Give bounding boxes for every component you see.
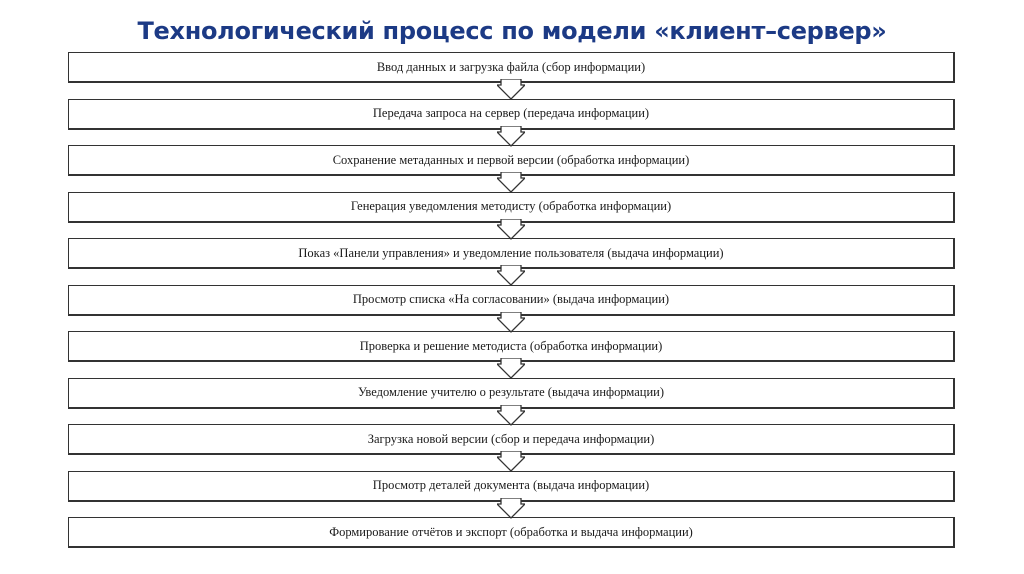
- step-label: Сохранение метаданных и первой версии (обработка информации): [332, 152, 690, 167]
- down-arrow-icon: [497, 79, 525, 99]
- down-arrow-icon: [497, 219, 525, 239]
- down-arrow-icon: [497, 126, 525, 146]
- down-arrow-icon: [497, 451, 525, 471]
- step-label: Ввод данных и загрузка файла (сбор информации): [376, 59, 646, 74]
- step-label: Показ «Панели управления» и уведомление пользователя (выдача информации): [298, 245, 724, 260]
- step-label: Передача запроса на сервер (передача информации): [372, 106, 650, 120]
- step-label: Формирование отчётов и экспорт (обработка и выдача информации): [329, 524, 693, 539]
- flow-step-11: [68, 517, 955, 548]
- step-label: Генерация уведомления методисту (обработка информации): [350, 199, 672, 213]
- down-arrow-icon: [497, 172, 525, 192]
- step-label: Уведомление учителю о результате (выдача информации): [357, 385, 665, 399]
- step-label: Просмотр деталей документа (выдача информации): [372, 478, 650, 492]
- page-title: Технологический процесс по модели «клиент–сервер»: [137, 17, 887, 45]
- step-label: Просмотр списка «На согласовании» (выдача информации): [352, 292, 670, 306]
- down-arrow-icon: [497, 405, 525, 425]
- step-label: Проверка и решение методиста (обработка информации): [359, 338, 663, 353]
- down-arrow-icon: [497, 358, 525, 378]
- step-label: Загрузка новой версии (сбор и передача информации): [367, 431, 655, 446]
- down-arrow-icon: [497, 265, 525, 285]
- down-arrow-icon: [497, 312, 525, 332]
- down-arrow-icon: [497, 498, 525, 518]
